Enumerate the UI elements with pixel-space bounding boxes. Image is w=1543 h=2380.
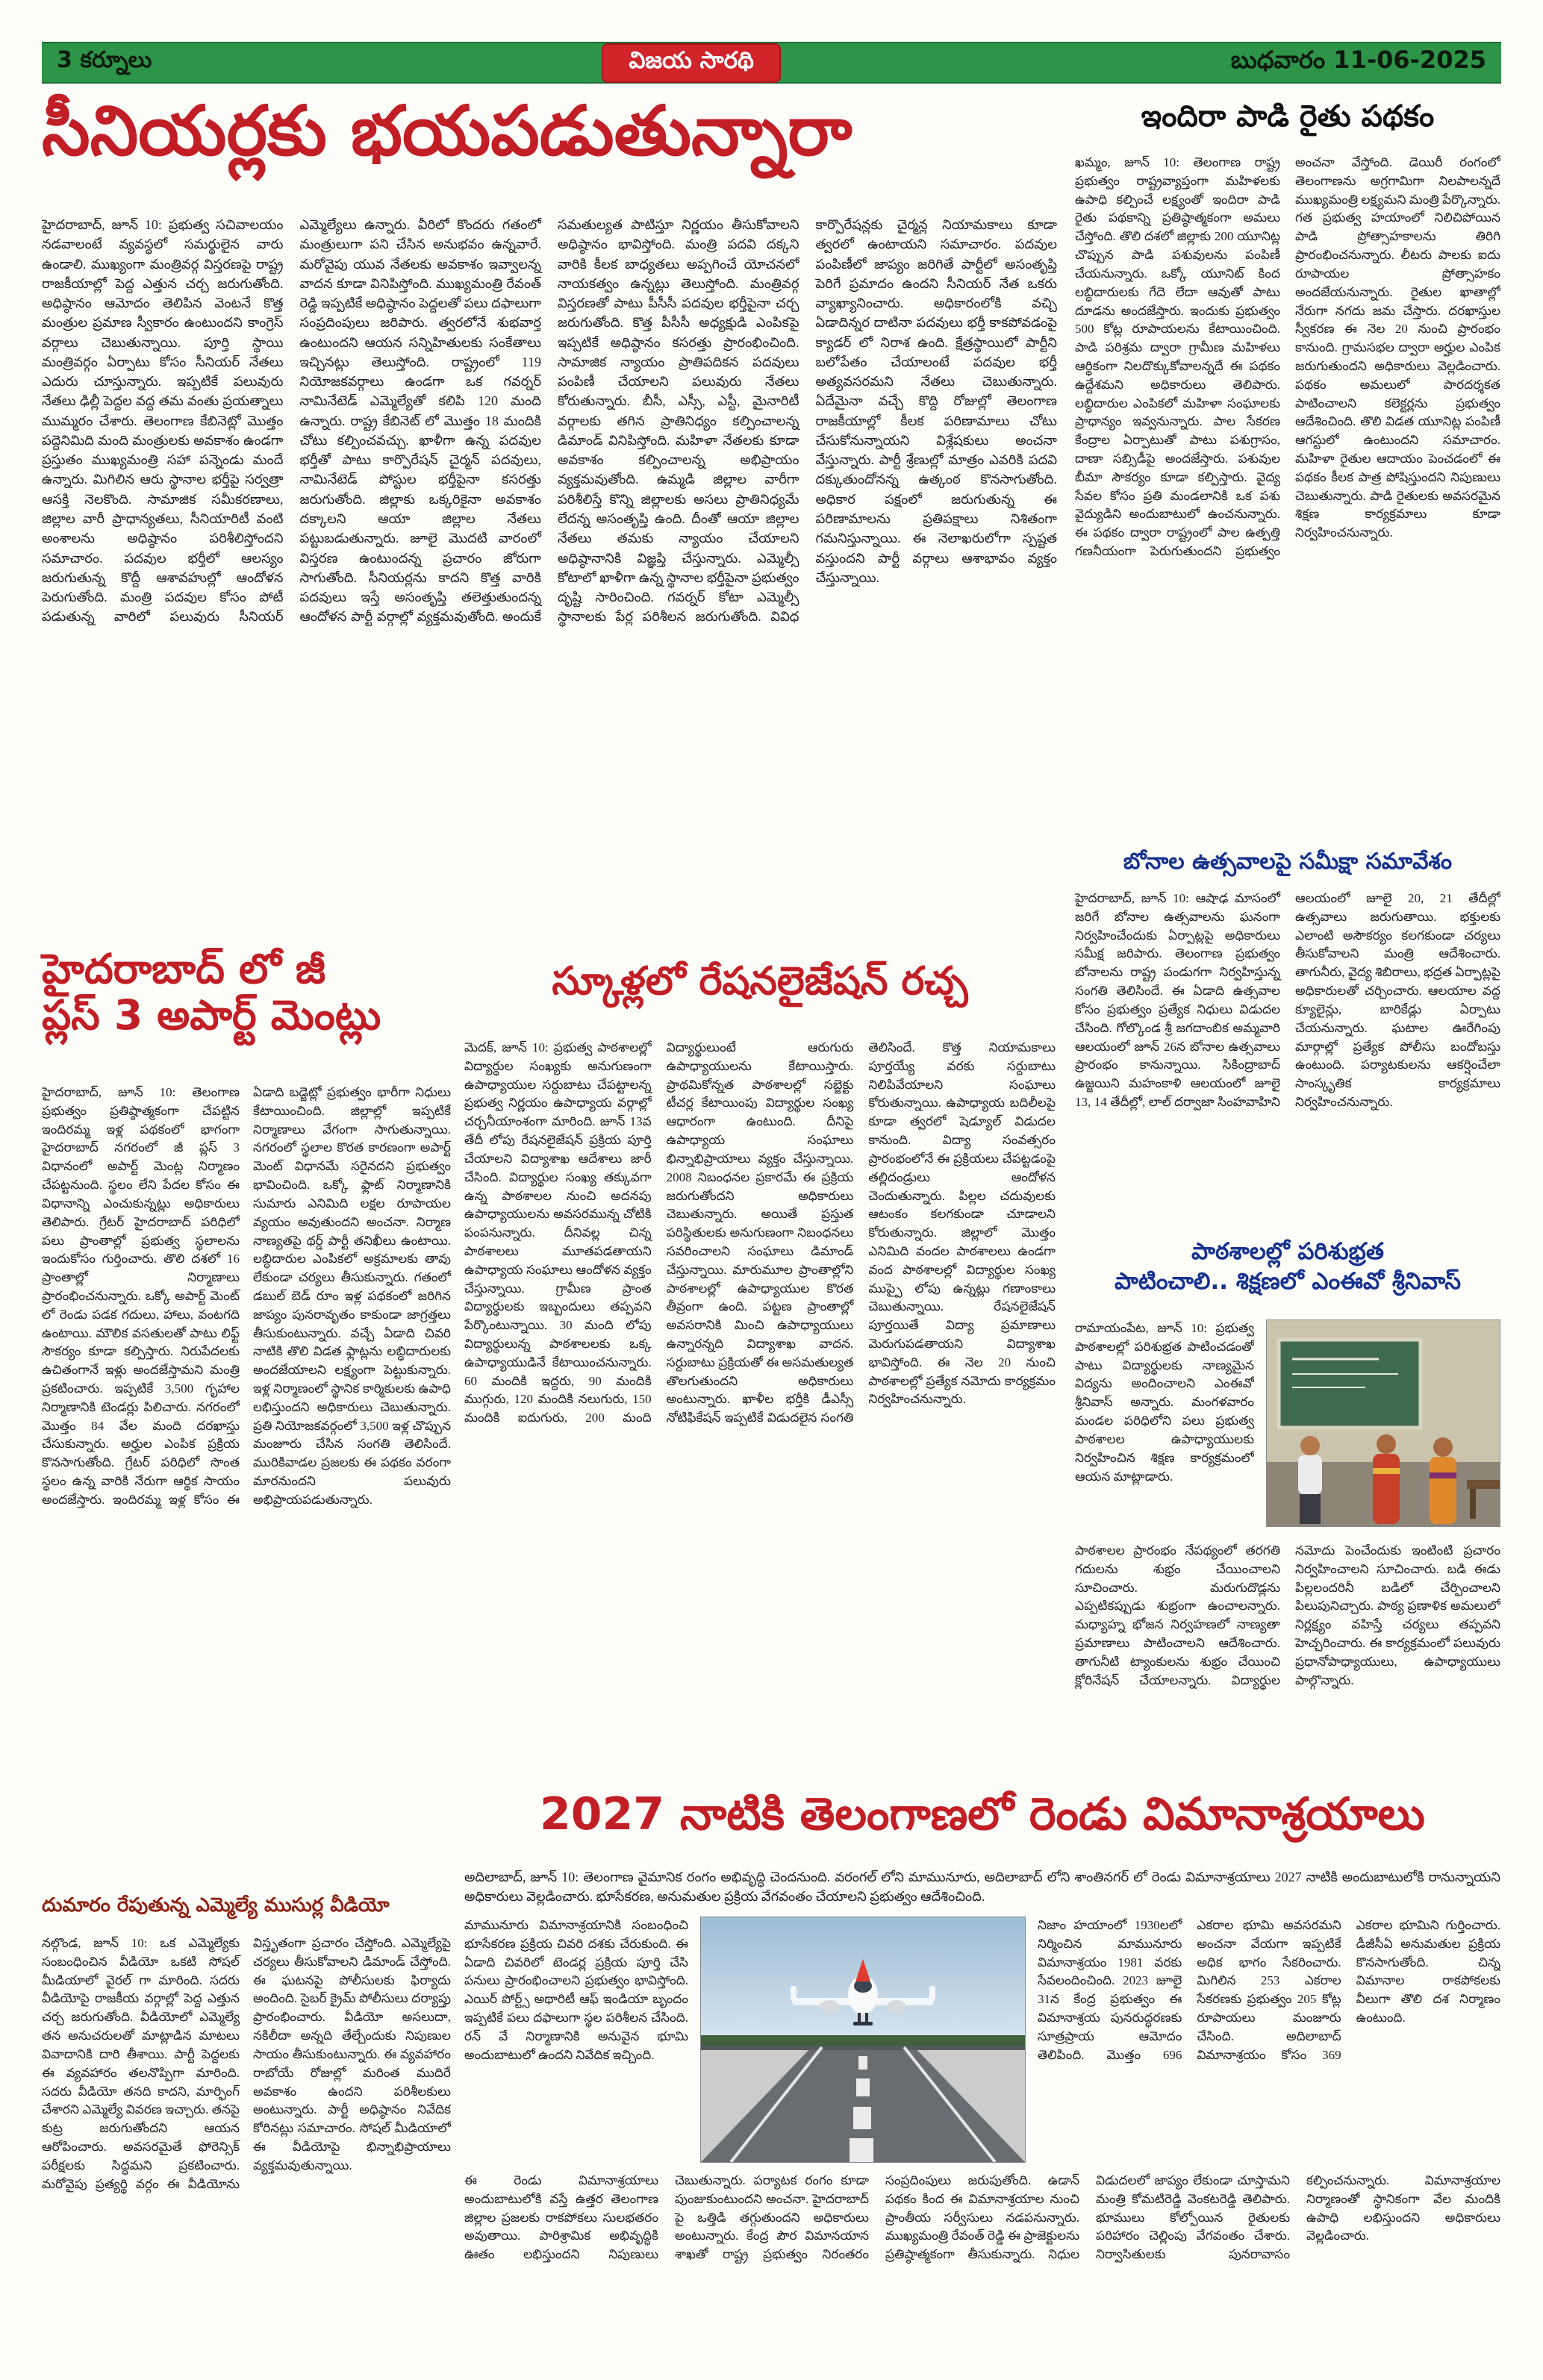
airplane-photo (700, 1917, 1026, 2163)
date-label: బుధవారం 11-06-2025 (1230, 46, 1486, 74)
school-top-row (1075, 1319, 1500, 1533)
gplus3-headline (42, 946, 451, 1067)
school-body-rest: పాఠశాలల ప్రారంభం నేపథ్యంలో తరగతి గదులను శుభ్రం చేయించాలని సూచించారు. మరుగుదొడ్లను ఎప్పటికప్పుడు శుభ్రంగా ఉంచాలన్నారు. మధ్యాహ్న భోజన నిర్వహణలో నాణ్యతా ప్రమాణాలు పాటించాలని ఆదేశించారు. తాగునీటి ట్యాంకులను శుభ్రం చేయించి క్లోరినేషన్ చేయాలన్నారు. విద్యార్థుల నమోదు పెంచేందుకు ఇంటింటి ప్రచారం నిర్వహించాలని సూచించారు. బడి ఈడు పిల్లలందరినీ బడిలో చేర్పించాలని పిలుపునిచ్చారు. పాఠ్య ప్రణాళిక అమలులో నిర్లక్ష్యం వహిస్తే చర్యలు తప్పవని హెచ్చరించారు. ఈ కార్యక్రమంలో పలువురు ప్రధానోపాధ్యాయులు, ఉపాధ్యాయులు పాల్గొన్నారు. (1075, 1543, 1500, 1687)
classroom-photo-illustration (1267, 1320, 1500, 1526)
school-headline-line1: పాఠశాలల్లో పరిశుభ్రత (1191, 1238, 1384, 1265)
bonala-body: హైదరాబాద్, జూన్ 10: ఆషాఢ మాసంలో జరిగే బోనాల ఉత్సవాలను ఘనంగా నిర్వహించేందుకు ఏర్పాట్లపై అధికారులు సమీక్ష జరిపారు. తెలంగాణ ప్రభుత్వం బోనాలను రాష్ట్ర పండుగగా నిర్వహిస్తున్న సంగతి తెలిసిందే. ఈ ఏడాది ఉత్సవాల కోసం ప్రభుత్వం ప్రత్యేక నిధులు విడుదల చేసింది. గోల్కొండ శ్రీ జగదాంబిక అమ్మవారి ఆలయంలో జూన్ 26న బోనాల ఉత్సవాలు ప్రారంభం కానున్నాయి. సికింద్రాబాద్ ఉజ్జయిని మహంకాళి ఆలయంలో జూలై 13, 14 తేదీల్లో, లాల్ దర్వాజా సింహవాహిని ఆలయంలో జూలై 20, 21 తేదీల్లో ఉత్సవాలు జరుగుతాయి. భక్తులకు ఎలాంటి అసౌకర్యం కలగకుండా చర్యలు తీసుకోవాలని మంత్రి ఆదేశించారు. తాగునీరు, వైద్య శిబిరాలు, భద్రత ఏర్పాట్లపై అధికారులతో చర్చించారు. ఆలయాల వద్ద క్యూలైన్లు, బారికేడ్లు ఏర్పాటు చేయనున్నారు. ఘటాల ఊరేగింపు మార్గాల్లో ప్రత్యేక పోలీసు బందోబస్తు ఉంటుంది. పర్యాటకులను ఆకర్షించేలా సాంస్కృతిక కార్యక్రమాలు నిర్వహించనున్నారు. (1075, 891, 1500, 1109)
airplane-photo-illustration (701, 1917, 1025, 2162)
gplus3-headline-line1: హైదరాబాద్ లో జీ (42, 945, 326, 993)
page-header-bar (42, 42, 1501, 84)
airports-body-bottom: ఈ రెండు విమానాశ్రయాలు అందుబాటులోకి వస్తే ఉత్తర తెలంగాణ జిల్లాల ప్రజలకు రాకపోకలు సులభతరం అవుతాయి. పారిశ్రామిక అభివృద్ధికి ఊతం లభిస్తుందని నిపుణులు చెబుతున్నారు. పర్యాటక రంగం కూడా పుంజుకుంటుందని అంచనా. హైదరాబాద్ పై ఒత్తిడి తగ్గుతుందని అధికారులు అంటున్నారు. కేంద్ర పౌర విమానయాన శాఖతో రాష్ట్ర ప్రభుత్వం నిరంతరం సంప్రదింపులు జరుపుతోంది. ఉడాన్ పథకం కింద ఈ విమానాశ్రయాల నుంచి ప్రాంతీయ సర్వీసులు నడపనున్నారు. ముఖ్యమంత్రి రేవంత్ రెడ్డి ఈ ప్రాజెక్టులను ప్రతిష్ఠాత్మకంగా తీసుకున్నారు. నిధుల విడుదలలో జాప్యం లేకుండా చూస్తామని మంత్రి కోమటిరెడ్డి వెంకటరెడ్డి తెలిపారు. భూములు కోల్పోయిన రైతులకు పరిహారం చెల్లింపు వేగవంతం చేశారు. నిర్వాసితులకు పునరావాసం కల్పించనున్నారు. విమానాశ్రయాల నిర్మాణంతో స్థానికంగా వేల మందికి ఉపాధి లభిస్తుందని అధికారులు వెల్లడించారు. (464, 2173, 1500, 2262)
gplus3-body: హైదరాబాద్, జూన్ 10: తెలంగాణ ప్రభుత్వం ప్రతిష్ఠాత్మకంగా చేపట్టిన ఇందిరమ్మ ఇళ్ల పథకంలో భాగంగా హైదరాబాద్ నగరంలో జీ ప్లస్ 3 విధానంలో అపార్ట్ మెంట్ల నిర్మాణం చేపట్టనుంది. స్థలం లేని పేదల కోసం ఈ విధానాన్ని ఎంచుకున్నట్లు అధికారులు తెలిపారు. గ్రేటర్ హైదరాబాద్ పరిధిలో పలు ప్రాంతాల్లో ప్రభుత్వ స్థలాలను ఇందుకోసం గుర్తించారు. తొలి దశలో 16 ప్రాంతాల్లో నిర్మాణాలు ప్రారంభించనున్నారు. ఒక్కో అపార్ట్ మెంట్ లో రెండు పడక గదులు, హాలు, వంటగది ఉంటాయి. మౌలిక వసతులతో పాటు లిఫ్ట్ సౌకర్యం కూడా కల్పిస్తారు. నిరుపేదలకు ఉచితంగానే ఇళ్లు అందజేస్తామని మంత్రి ప్రకటించారు. ఇప్పటికే 3,500 గృహాల నిర్మాణానికి టెండర్లు పిలిచారు. నగరంలో మొత్తం 84 వేల మంది దరఖాస్తు చేసుకున్నారు. అర్హుల ఎంపిక ప్రక్రియ కొనసాగుతోంది. గ్రేటర్ పరిధిలో సొంత స్థలం ఉన్న వారికి నేరుగా ఆర్థిక సాయం అందజేస్తారు. ఇందిరమ్మ ఇళ్ల కోసం ఈ ఏడాది బడ్జెట్లో ప్రభుత్వం భారీగా నిధులు కేటాయించింది. జిల్లాల్లో ఇప్పటికే నిర్మాణాలు వేగంగా సాగుతున్నాయి. నగరంలో స్థలాల కొరత కారణంగా అపార్ట్ మెంట్ విధానమే సరైనదని ప్రభుత్వం భావించింది. ఒక్కో ఫ్లాట్ నిర్మాణానికి సుమారు ఎనిమిది లక్షల రూపాయల వ్యయం అవుతుందని అంచనా. నిర్మాణ నాణ్యతపై థర్డ్ పార్టీ తనిఖీలు ఉంటాయి. లబ్ధిదారుల ఎంపికలో అక్రమాలకు తావు లేకుండా చర్యలు తీసుకున్నారు. గతంలో డబుల్ బెడ్ రూం ఇళ్ల పథకంలో జరిగిన జాప్యం పునరావృతం కాకుండా జాగ్రత్తలు తీసుకుంటున్నారు. వచ్చే ఏడాది చివరి నాటికి తొలి విడత ఫ్లాట్లను లబ్ధిదారులకు అందజేయాలని లక్ష్యంగా పెట్టుకున్నారు. ఇళ్ల నిర్మాణంలో స్థానిక కార్మికులకు ఉపాధి లభిస్తుందని అధికారులు చెబుతున్నారు. ప్రతి నియోజకవర్గంలో 3,500 ఇళ్ల చొప్పున మంజూరు చేసిన సంగతి తెలిసిందే. మురికివాడల ప్రజలకు ఈ పథకం వరంగా మారనుందని పలువురు అభిప్రాయపడుతున్నారు. (42, 1085, 451, 1507)
school-headline-line2: పాటించాలి.. శిక్షణలో ఎంఈవో శ్రీనివాస్ (1115, 1267, 1461, 1295)
school-body-side: రామాయంపేట, జూన్ 10: ప్రభుత్వ పాఠశాలల్లో పరిశుభ్రత పాటించడంతో పాటు విద్యార్థులకు నాణ్యమైన విద్యను అందించాలని ఎంఈవో శ్రీనివాస్ అన్నారు. మంగళవారం మండల పరిధిలోని పలు ప్రభుత్వ పాఠశాలల ఉపాధ్యాయులకు నిర్వహించిన శిక్షణ కార్యక్రమంలో ఆయన మాట్లాడారు. (1075, 1321, 1254, 1484)
ration-body: మెదక్, జూన్ 10: ప్రభుత్వ పాఠశాలల్లో విద్యార్థుల సంఖ్యకు అనుగుణంగా ఉపాధ్యాయుల సర్దుబాటు చేపట్టాలన్న ప్రభుత్వ నిర్ణయం ఉపాధ్యాయ వర్గాల్లో చర్చనీయాంశంగా మారింది. జూన్ 13వ తేదీ లోపు రేషనలైజేషన్ ప్రక్రియ పూర్తి చేయాలని విద్యాశాఖ ఆదేశాలు జారీ చేసింది. విద్యార్థుల సంఖ్య తక్కువగా ఉన్న పాఠశాలల నుంచి అదనపు ఉపాధ్యాయులను అవసరమున్న చోటికి పంపనున్నారు. దీనివల్ల చిన్న పాఠశాలలు మూతపడతాయని ఉపాధ్యాయ సంఘాలు ఆందోళన వ్యక్తం చేస్తున్నాయి. గ్రామీణ ప్రాంత విద్యార్థులకు ఇబ్బందులు తప్పవని పేర్కొంటున్నాయి. 30 మంది లోపు విద్యార్థులున్న పాఠశాలలకు ఒక్క ఉపాధ్యాయుడినే కేటాయించనున్నారు. 60 మందికి ఇద్దరు, 90 మందికి ముగ్గురు, 120 మందికి నలుగురు, 150 మందికి ఐదుగురు, 200 మంది విద్యార్థులుంటే ఆరుగురు ఉపాధ్యాయులను కేటాయిస్తారు. ప్రాథమికోన్నత పాఠశాలల్లో సబ్జెక్టు టీచర్ల కేటాయింపు విద్యార్థుల సంఖ్య ఆధారంగా ఉంటుంది. దీనిపై ఉపాధ్యాయ సంఘాలు భిన్నాభిప్రాయాలు వ్యక్తం చేస్తున్నాయి. 2008 నిబంధనల ప్రకారమే ఈ ప్రక్రియ జరుగుతోందని అధికారులు చెబుతున్నారు. అయితే ప్రస్తుత పరిస్థితులకు అనుగుణంగా నిబంధనలు సవరించాలని సంఘాలు డిమాండ్ చేస్తున్నాయి. మారుమూల ప్రాంతాల్లోని పాఠశాలల్లో ఉపాధ్యాయుల కొరత తీవ్రంగా ఉంది. పట్టణ ప్రాంతాల్లో అవసరానికి మించి ఉపాధ్యాయులు ఉన్నారన్నది విద్యాశాఖ వాదన. సర్దుబాటు ప్రక్రియతో ఈ అసమతుల్యత తొలగుతుందని అధికారులు అంటున్నారు. ఖాళీల భర్తీకి డీఎస్సీ నోటిఫికేషన్ ఇప్పటికే విడుదలైన సంగతి తెలిసిందే. కొత్త నియామకాలు పూర్తయ్యే వరకు సర్దుబాటు నిలిపివేయాలని సంఘాలు కోరుతున్నాయి. ఉపాధ్యాయ బదిలీలపై కూడా త్వరలో షెడ్యూల్ విడుదల కానుంది. విద్యా సంవత్సరం ప్రారంభంలోనే ఈ ప్రక్రియలు చేపట్టడంపై తల్లిదండ్రులు ఆందోళన చెందుతున్నారు. పిల్లల చదువులకు ఆటంకం కలగకుండా చూడాలని కోరుతున్నారు. జిల్లాలో మొత్తం ఎనిమిది వందల పాఠశాలలు ఉండగా వంద పాఠశాలల్లో విద్యార్థుల సంఖ్య ముప్పై లోపు ఉన్నట్లు గణాంకాలు చెబుతున్నాయి. రేషనలైజేషన్ పూర్తయితే విద్యా ప్రమాణాలు మెరుగుపడతాయని విద్యాశాఖ భావిస్తోంది. ఈ నెల 20 నుంచి పాఠశాలల్లో ప్రత్యేక నమోదు కార్యక్రమం నిర్వహించనున్నారు. (464, 1040, 1056, 1425)
lead-body: హైదరాబాద్, జూన్ 10: ప్రభుత్వ సచివాలయం నడవాలంటే వ్యవస్థలో సమర్థులైన వారు ఉండాలి. ముఖ్యంగా మంత్రివర్గ విస్తరణపై రాష్ట్ర రాజకీయాల్లో పెద్ద ఎత్తున చర్చ జరుగుతోంది. అధిష్ఠానం ఆమోదం తెలిపిన వెంటనే కొత్త మంత్రుల ప్రమాణ స్వీకారం ఉంటుందని కాంగ్రెస్ వర్గాలు చెబుతున్నాయి. పూర్తి స్థాయి మంత్రివర్గం ఏర్పాటు కోసం సీనియర్ నేతలు ఎదురు చూస్తున్నారు. ఇప్పటికే పలువురు నేతలు ఢిల్లీ పెద్దల వద్ద తమ వంతు ప్రయత్నాలు ముమ్మరం చేశారు. తెలంగాణ కేబినెట్లో మొత్తం పద్దెనిమిది మంది మంత్రులకు అవకాశం ఉండగా ప్రస్తుతం ముఖ్యమంత్రి సహా పన్నెండు మందే ఉన్నారు. మిగిలిన ఆరు స్థానాల భర్తీపై సర్వత్రా ఆసక్తి నెలకొంది. సామాజిక సమీకరణాలు, జిల్లాల వారీ ప్రాధాన్యతలు, సీనియారిటీ వంటి అంశాలను అధిష్ఠానం పరిశీలిస్తోందని సమాచారం. పదవుల భర్తీలో ఆలస్యం జరుగుతున్న కొద్దీ ఆశావహుల్లో ఆందోళన పెరుగుతోంది. మంత్రి పదవుల కోసం పోటీ పడుతున్న వారిలో పలువురు సీనియర్ ఎమ్మెల్యేలు ఉన్నారు. వీరిలో కొందరు గతంలో మంత్రులుగా పని చేసిన అనుభవం ఉన్నవారే. మరోవైపు యువ నేతలకు అవకాశం ఇవ్వాలన్న వాదన కూడా వినిపిస్తోంది. ముఖ్యమంత్రి రేవంత్ రెడ్డి ఇప్పటికే అధిష్ఠానం పెద్దలతో పలు దఫాలుగా సంప్రదింపులు జరిపారు. త్వరలోనే శుభవార్త ఉంటుందని ఆయన సన్నిహితులకు సంకేతాలు ఇచ్చినట్లు తెలుస్తోంది. రాష్ట్రంలో 119 నియోజకవర్గాలు ఉండగా ఒక గవర్నర్ నామినేటెడ్ ఎమ్మెల్యేతో కలిపి 120 మంది ఉన్నారు. రాష్ట్ర కేబినెట్ లో మొత్తం 18 మందికి చోటు కల్పించవచ్చు. ఖాళీగా ఉన్న పదవుల భర్తీతో పాటు కార్పొరేషన్ చైర్మన్ పదవులు, నామినేటెడ్ పోస్టుల భర్తీపైనా కసరత్తు జరుగుతోంది. జిల్లాకు ఒక్కరికైనా అవకాశం దక్కాలని ఆయా జిల్లాల నేతలు పట్టుబడుతున్నారు. జూలై మొదటి వారంలో విస్తరణ ఉంటుందన్న ప్రచారం జోరుగా సాగుతోంది. సీనియర్లను కాదని కొత్త వారికి పదవులు ఇస్తే అసంతృప్తి తలెత్తుతుందన్న ఆందోళన పార్టీ వర్గాల్లో వ్యక్తమవుతోంది. అందుకే సమతుల్యత పాటిస్తూ నిర్ణయం తీసుకోవాలని అధిష్ఠానం భావిస్తోంది. మంత్రి పదవి దక్కని వారికి కీలక బాధ్యతలు అప్పగించే యోచనలో నాయకత్వం ఉన్నట్లు తెలుస్తోంది. మంత్రివర్గ విస్తరణతో పాటు పీసీసీ పదవుల భర్తీపైనా చర్చ జరుగుతోంది. కొత్త పీసీసీ అధ్యక్షుడి ఎంపికపై ఇప్పటికే అధిష్ఠానం కసరత్తు ప్రారంభించింది. సామాజిక న్యాయం ప్రాతిపదికన పదవులు పంపిణీ చేయాలని పలువురు నేతలు కోరుతున్నారు. బీసీ, ఎస్సీ, ఎస్టీ, మైనారిటీ వర్గాలకు తగిన ప్రాతినిధ్యం కల్పించాలన్న డిమాండ్ వినిపిస్తోంది. మహిళా నేతలకు కూడా అవకాశం కల్పించాలన్న అభిప్రాయం వ్యక్తమవుతోంది. ఉమ్మడి జిల్లాల వారీగా పరిశీలిస్తే కొన్ని జిల్లాలకు అసలు ప్రాతినిధ్యమే లేదన్న అసంతృప్తి ఉంది. దీంతో ఆయా జిల్లాల నేతలు తమకు న్యాయం చేయాలని అధిష్ఠానానికి విజ్ఞప్తి చేస్తున్నారు. ఎమ్మెల్సీ కోటాలో ఖాళీగా ఉన్న స్థానాల భర్తీపైనా ప్రభుత్వం దృష్టి సారించింది. గవర్నర్ కోటా ఎమ్మెల్సీ స్థానాలకు పేర్ల పరిశీలన జరుగుతోంది. వివిధ కార్పొరేషన్లకు చైర్మన్ల నియామకాలు కూడా త్వరలో ఉంటాయని సమాచారం. పదవుల పంపిణీలో జాప్యం జరిగితే పార్టీలో అసంతృప్తి పెరిగే ప్రమాదం ఉందని సీనియర్ నేత ఒకరు వ్యాఖ్యానించారు. అధికారంలోకి వచ్చి ఏడాదిన్నర దాటినా పదవులు భర్తీ కాకపోవడంపై క్యాడర్ లో నిరాశ ఉంది. క్షేత్రస్థాయిలో పార్టీని బలోపేతం చేయాలంటే పదవుల భర్తీ అత్యవసరమని నేతలు చెబుతున్నారు. ఏదేమైనా వచ్చే కొద్ది రోజుల్లో తెలంగాణ రాజకీయాల్లో కీలక పరిణామాలు చోటు చేసుకోనున్నాయని విశ్లేషకులు అంచనా వేస్తున్నారు. పార్టీ శ్రేణుల్లో మాత్రం ఎవరికి పదవి దక్కుతుందోనన్న ఉత్కంఠ కొనసాగుతోంది. అధికార పక్షంలో జరుగుతున్న ఈ పరిణామాలను ప్రతిపక్షాలు నిశితంగా గమనిస్తున్నాయి. ఈ నెలాఖరులోగా స్పష్టత వస్తుందని పార్టీ వర్గాలు ఆశాభావం వ్యక్తం చేస్తున్నాయి. (42, 217, 1057, 625)
airports-col-left: మామునూరు విమానాశ్రయానికి సంబంధించి భూసేకరణ ప్రక్రియ చివరి దశకు చేరుకుంది. ఈ ఏడాది చివరిలో టెండర్ల ప్రక్రియ పూర్తి చేసి పనులు ప్రారంభించాలని ప్రభుత్వం భావిస్తోంది. ఎయిర్ పోర్ట్స్ అథారిటీ ఆఫ్ ఇండియా బృందం ఇప్పటికే పలు దఫాలుగా స్థల పరిశీలన చేసింది. రన్ వే నిర్మాణానికి అనువైన భూమి అందుబాటులో ఉందని నివేదిక ఇచ్చింది. (464, 1918, 688, 2062)
airports-top-row (464, 1917, 1500, 2163)
indira-headline: ఇందిరా పాడి రైతు పథకం (1141, 99, 1435, 134)
lead-headline: సీనియర్లకు భయపడుతున్నారా (42, 91, 852, 171)
ration-headline: స్కూళ్లలో రేషనలైజేషన్ రచ్చ (552, 959, 968, 1004)
gplus3-headline-line2: ప్లస్ 3 అపార్ట్ మెంట్లు (42, 990, 381, 1039)
school-headline (1075, 1237, 1500, 1309)
video-headline: దుమారం రేపుతున్న ఎమ్మెల్యే ముసుర్ల వీడియో (42, 1894, 390, 1917)
video-body: నల్గొండ, జూన్ 10: ఒక ఎమ్మెల్యేకు సంబంధించిన వీడియో ఒకటి సోషల్ మీడియాలో వైరల్ గా మారింది. సదరు వీడియోపై రాజకీయ వర్గాల్లో పెద్ద ఎత్తున చర్చ జరుగుతోంది. వీడియోలో ఎమ్మెల్యే తన అనుచరులతో మాట్లాడిన మాటలు వివాదానికి దారి తీశాయి. పార్టీ పెద్దలకు ఈ వ్యవహారం తలనొప్పిగా మారింది. సదరు వీడియో తనది కాదని, మార్ఫింగ్ చేశారని ఎమ్మెల్యే వివరణ ఇచ్చారు. తనపై కుట్ర జరుగుతోందని ఆయన ఆరోపించారు. అవసరమైతే ఫోరెన్సిక్ పరీక్షలకు సిద్ధమని ప్రకటించారు. మరోవైపు ప్రత్యర్థి వర్గం ఈ వీడియోను విస్తృతంగా ప్రచారం చేస్తోంది. ఎమ్మెల్యేపై చర్యలు తీసుకోవాలని డిమాండ్ చేస్తోంది. ఈ ఘటనపై పోలీసులకు ఫిర్యాదు అందింది. సైబర్ క్రైమ్ పోలీసులు దర్యాప్తు ప్రారంభించారు. వీడియో అసలుదా, నకిలీదా అన్నది తేల్చేందుకు నిపుణుల సాయం తీసుకుంటున్నారు. ఈ వ్యవహారం రాబోయే రోజుల్లో మరింత ముదిరే అవకాశం ఉందని పరిశీలకులు అంటున్నారు. పార్టీ అధిష్ఠానం నివేదిక కోరినట్లు సమాచారం. సోషల్ మీడియాలో ఈ వీడియోపై భిన్నాభిప్రాయాలు వ్యక్తమవుతున్నాయి. (42, 1936, 451, 2191)
airports-col-right: నిజాం హయాంలో 1930లలో నిర్మించిన మామునూరు విమానాశ్రయం 1981 వరకు సేవలందించింది. 2023 జూలై 31న కేంద్ర ప్రభుత్వం ఈ విమానాశ్రయ పునరుద్ధరణకు సూత్రప్రాయ ఆమోదం తెలిపింది. మొత్తం 696 ఎకరాల భూమి అవసరమని అంచనా వేయగా ఇప్పటికే అధిక భాగం సేకరించారు. మిగిలిన 253 ఎకరాల సేకరణకు ప్రభుత్వం 205 కోట్ల రూపాయలు మంజూరు చేసింది. అదిలాబాద్ విమానాశ్రయం కోసం 369 ఎకరాల భూమిని గుర్తించారు. డీజీసీఏ అనుమతుల ప్రక్రియ కొనసాగుతోంది. చిన్న విమానాల రాకపోకలకు వీలుగా తొలి దశ నిర్మాణం ఉంటుంది. (1038, 1918, 1500, 2062)
indira-body: ఖమ్మం, జూన్ 10: తెలంగాణ రాష్ట్ర ప్రభుత్వం రాష్ట్రవ్యాప్తంగా మహిళలకు ఉపాధి కల్పించే లక్ష్యంతో ఇందిరా పాడి రైతు పథకాన్ని ప్రతిష్ఠాత్మకంగా అమలు చేస్తోంది. తొలి దశలో జిల్లాకు 200 యూనిట్ల చొప్పున పాడి పశువులను పంపిణీ చేయనున్నారు. ఒక్కో యూనిట్ కింద లబ్ధిదారులకు గేదె లేదా ఆవుతో పాటు దూడను అందజేస్తారు. ఇందుకు ప్రభుత్వం 500 కోట్ల రూపాయలను కేటాయించింది. పాడి పరిశ్రమ ద్వారా గ్రామీణ మహిళలు ఆర్థికంగా నిలదొక్కుకోవాలన్నదే ఈ పథకం ఉద్దేశమని అధికారులు తెలిపారు. లబ్ధిదారుల ఎంపికలో మహిళా సంఘాలకు ప్రాధాన్యం ఇవ్వనున్నారు. పాల సేకరణ కేంద్రాల ఏర్పాటుతో పాటు పశుగ్రాసం, దాణా సబ్సిడీపై అందజేస్తారు. పశువుల బీమా సౌకర్యం కూడా కల్పిస్తారు. వైద్య సేవల కోసం ప్రతి మండలానికి ఒక పశు వైద్యుడిని అందుబాటులో ఉంచనున్నారు. ఈ పథకం ద్వారా రాష్ట్రంలో పాల ఉత్పత్తి గణనీయంగా పెరుగుతుందని ప్రభుత్వం అంచనా వేస్తోంది. డెయిరీ రంగంలో తెలంగాణను అగ్రగామిగా నిలపాలన్నదే ముఖ్యమంత్రి లక్ష్యమని మంత్రి పేర్కొన్నారు. గత ప్రభుత్వ హయాంలో నిలిచిపోయిన పాడి ప్రోత్సాహకాలను తిరిగి ప్రారంభించనున్నారు. లీటరు పాలకు ఐదు రూపాయల ప్రోత్సాహకం అందజేయనున్నారు. రైతుల ఖాతాల్లో నేరుగా నగదు జమ చేస్తారు. దరఖాస్తుల స్వీకరణ ఈ నెల 20 నుంచి ప్రారంభం కానుంది. గ్రామసభల ద్వారా అర్హుల ఎంపిక జరుగుతుందని అధికారులు వెల్లడించారు. పథకం అమలులో పారదర్శకత పాటించాలని కలెక్టర్లను ప్రభుత్వం ఆదేశించింది. తొలి విడత యూనిట్ల పంపిణీ ఆగస్టులో ఉంటుందని సమాచారం. మహిళా రైతుల ఆదాయం పెంచడంలో ఈ పథకం కీలక పాత్ర పోషిస్తుందని నిపుణులు చెబుతున్నారు. పాడి రైతులకు అవసరమైన శిక్షణ కార్యక్రమాలు కూడా నిర్వహించనున్నారు. (1075, 155, 1500, 559)
masthead-logo: విజయ సారథి (602, 43, 781, 83)
airports-headline: 2027 నాటికి తెలంగాణలో రెండు విమానాశ్రయాలు (540, 1788, 1425, 1840)
edition-label: 3 కర్నూలు (57, 47, 152, 73)
classroom-photo (1266, 1319, 1500, 1527)
bonala-headline: బోనాల ఉత్సవాలపై సమీక్షా సమావేశం (1123, 849, 1453, 875)
airports-intro: అదిలాబాద్, జూన్ 10: తెలంగాణ వైమానిక రంగం అభివృద్ధి చెందనుంది. వరంగల్ లోని మామునూరు, అదిలాబాద్ లోని శాంతినగర్ లో రెండు విమానాశ్రయాలు 2027 నాటికి అందుబాటులోకి రానున్నాయని అధికారులు వెల్లడించారు. భూసేకరణ, అనుమతుల ప్రక్రియ వేగవంతం చేయాలని ప్రభుత్వం ఆదేశించింది. (464, 1870, 1500, 1905)
